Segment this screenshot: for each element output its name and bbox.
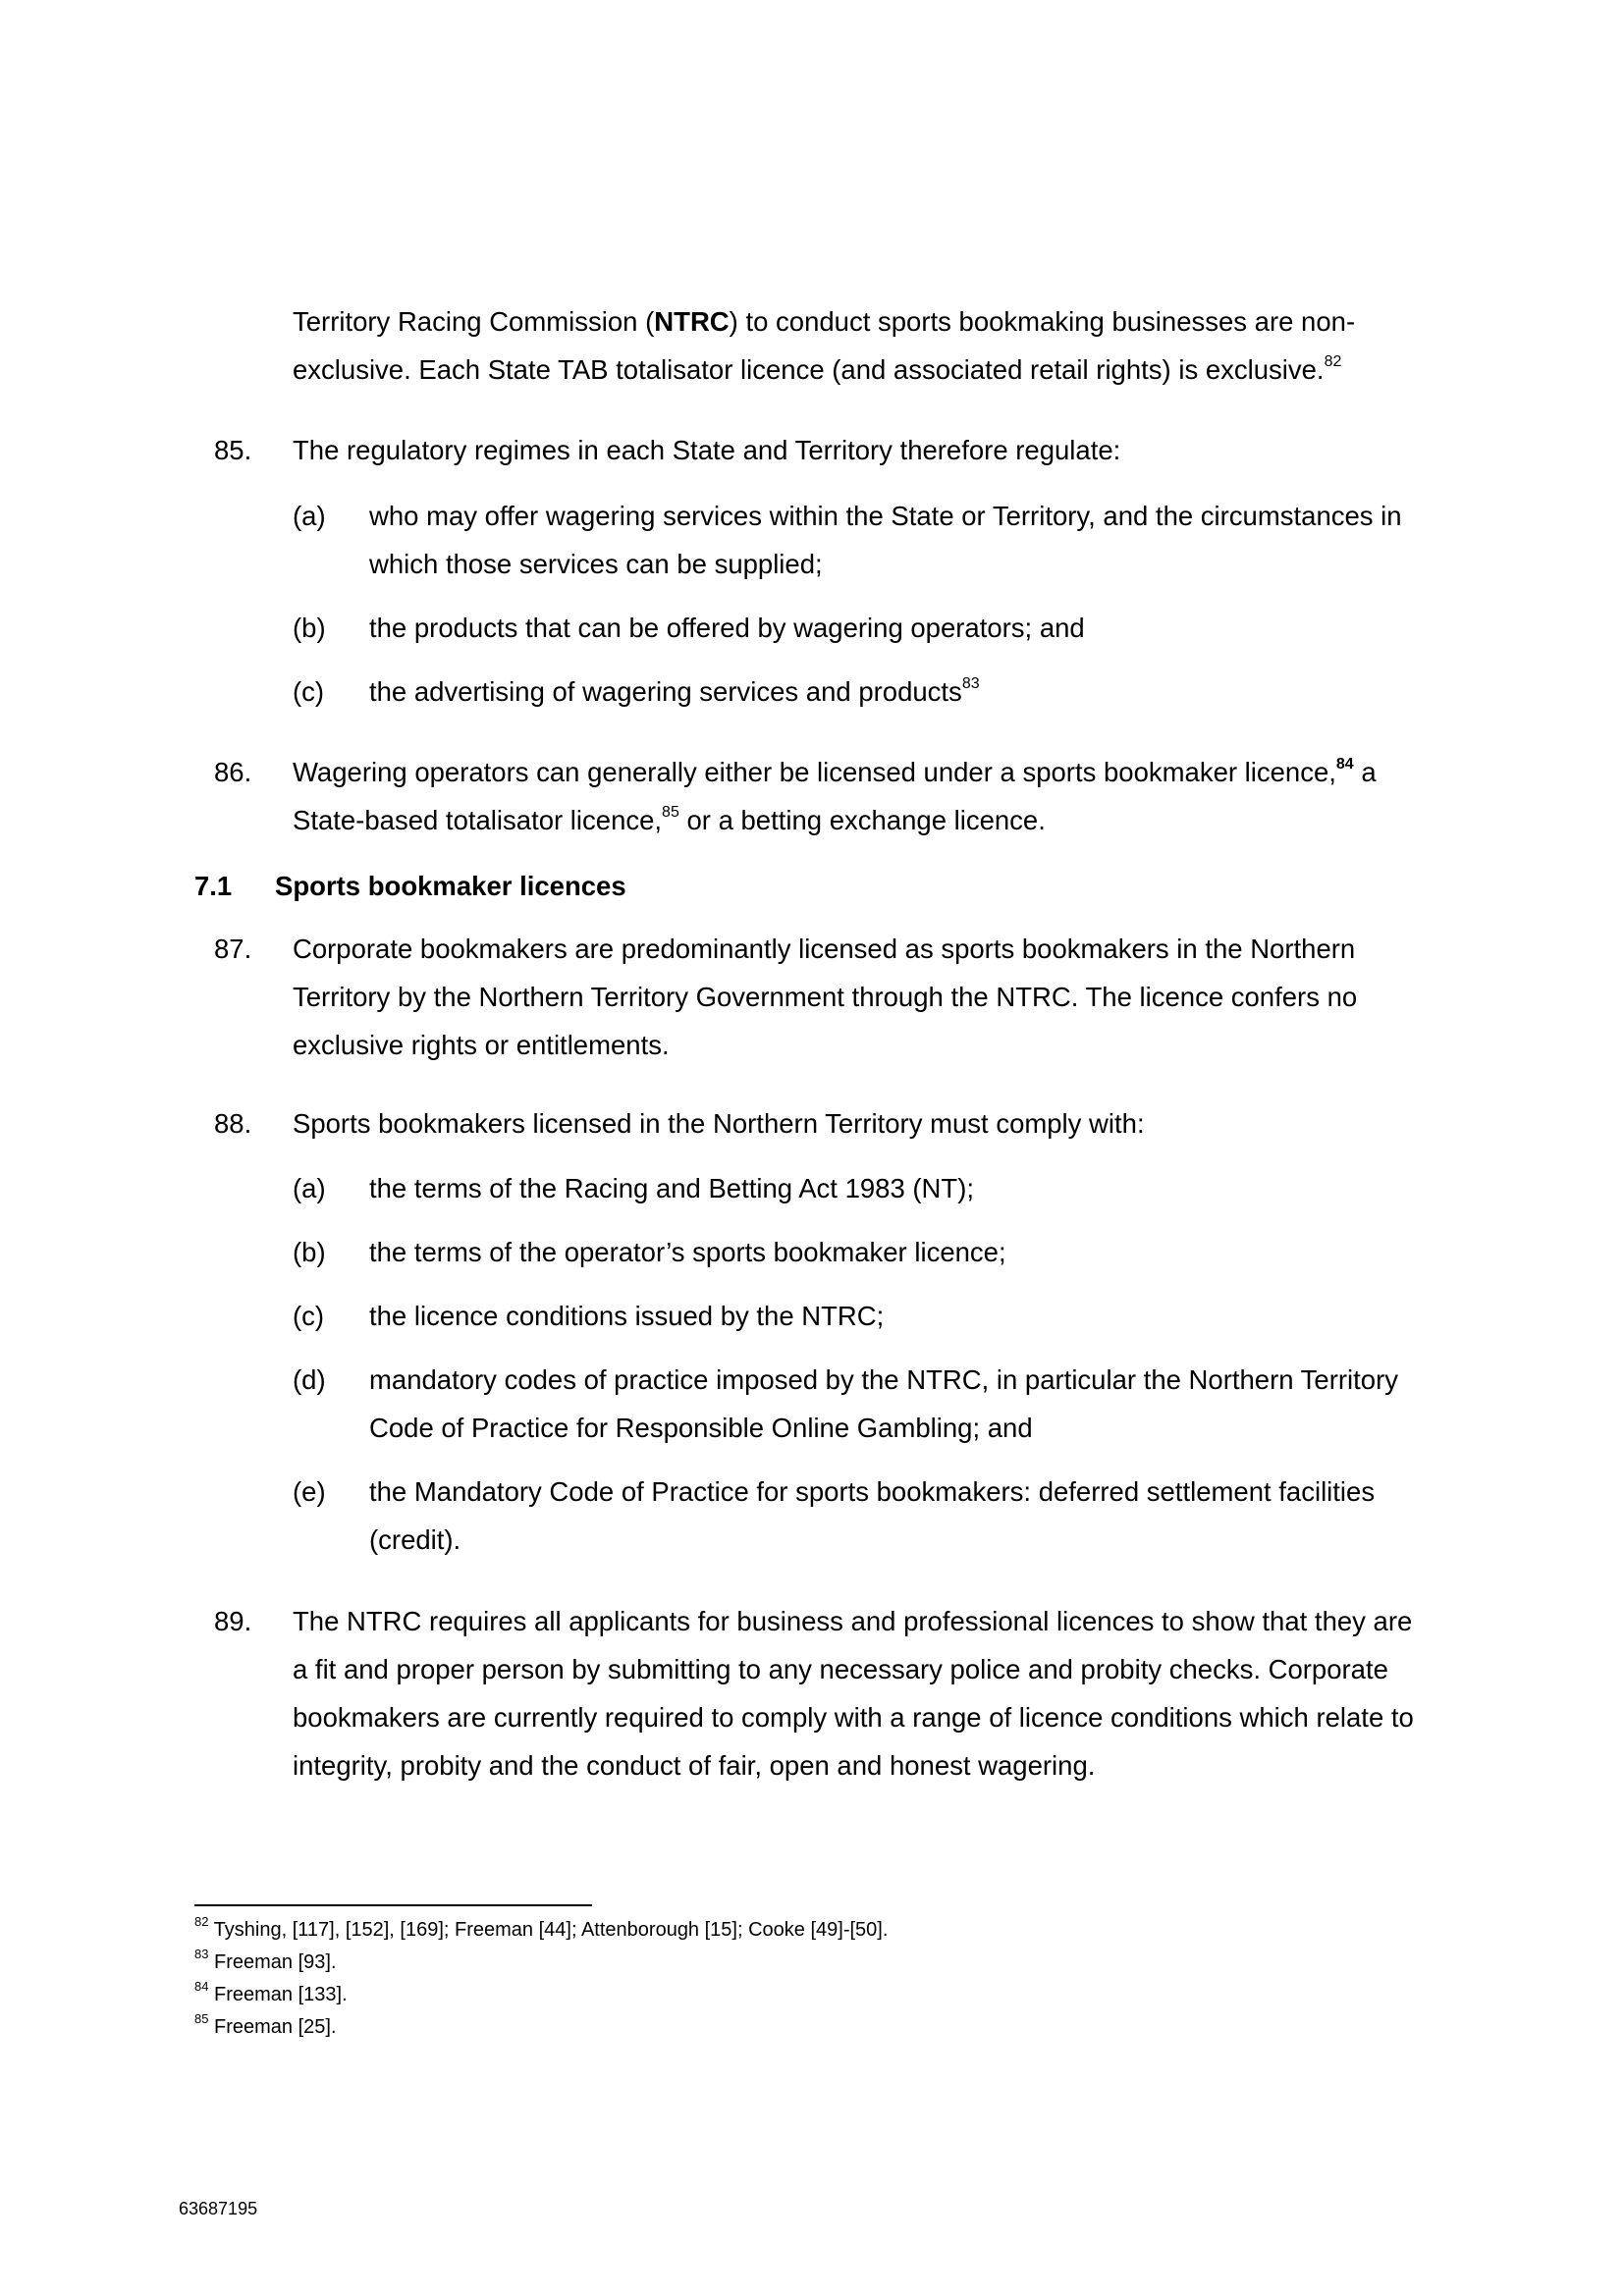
ntrc-abbrev: NTRC <box>654 306 730 337</box>
item-88e: the Mandatory Code of Practice for sports bookmakers: deferred settlement facilities (credit). <box>369 1476 1376 1555</box>
intro-line-1: Territory Racing Commission (NTRC) to conduct sports bookmaking businesses are non- <box>293 306 1356 337</box>
footnote-83: $^{83}$ Freeman [93]. <box>194 1947 337 1973</box>
item-88b: the terms of the operator’s sports bookmaker licence; <box>369 1237 1006 1267</box>
footnote-ref-83[interactable]: 83 <box>961 674 980 692</box>
paragraph-89: The NTRC requires all applicants for business and professional licences to show that they are a fit and proper person by submitting to any necessary police and probity checks. Corporate bookmakers are currently required to comply with a range of licence conditions which relate to integrity, probity and the conduct of fair, open and honest wagering. <box>293 1606 1414 1781</box>
item-88c: the licence conditions issued by the NTRC; <box>369 1301 885 1331</box>
item-85b: the products that can be offered by wagering operators; and <box>369 613 1085 643</box>
item-85a: who may offer wagering services within the State or Territory, and the circumstances in which those services can be supplied; <box>369 501 1402 579</box>
footnote-ref-84[interactable]: 84 <box>1335 755 1354 773</box>
intro-paragraph <box>293 297 1355 394</box>
item-label-85a: (a) <box>293 501 326 531</box>
paragraph-number-85: 85. <box>214 435 252 465</box>
item-85c: the advertising of wagering services and products$^{83}$ <box>369 674 980 707</box>
document-id: 63687195 <box>179 2199 258 2218</box>
item-label-88c: (c) <box>293 1301 325 1331</box>
section-title: Sports bookmaker licences <box>275 871 626 901</box>
paragraph-85: The regulatory regimes in each State and Territory therefore regulate: <box>293 435 1121 465</box>
paragraph-number-87: 87. <box>214 934 252 964</box>
paragraph-number-86: 86. <box>214 757 252 787</box>
footnote-85: $^{85}$ Freeman [25]. <box>194 2011 337 2038</box>
paragraph-86: Wagering operators can generally either be licensed under a sports bookmaker licence,$^{84}$ a State-based totalisator licence,$^{85}$ or a betting exchange licence. <box>293 755 1377 835</box>
item-label-88e: (e) <box>293 1476 326 1507</box>
paragraph-number-88: 88. <box>214 1108 252 1139</box>
footnote-82: $^{82}$ Tyshing, [117], [152], [169]; Freeman [44]; Attenborough [15]; Cooke [49]-[50]. <box>194 1914 889 1941</box>
item-label-85c: (c) <box>293 676 325 707</box>
item-label-88d: (d) <box>293 1364 326 1395</box>
item-88a: the terms of the Racing and Betting Act 1983 (NT); <box>369 1173 975 1203</box>
item-label-85b: (b) <box>293 613 326 643</box>
paragraph-88: Sports bookmakers licensed in the Northern Territory must comply with: <box>293 1108 1145 1139</box>
footnote-ref-85[interactable]: 85 <box>662 803 679 821</box>
item-label-88a: (a) <box>293 1173 326 1203</box>
item-88d: mandatory codes of practice imposed by the NTRC, in particular the Northern Territory Code of Practice for Responsible Online Gambling; and <box>369 1364 1398 1443</box>
paragraph-87: Corporate bookmakers are predominantly licensed as sports bookmakers in the Northern Territory by the Northern Territory Government through the NTRC. The licence confers no exclusive rights or entitlements. <box>293 934 1358 1060</box>
intro-line-2: exclusive. Each State TAB totalisator licence (and associated retail rights) is exclusive.$^{82}$ <box>293 352 1342 385</box>
footnote-ref-82[interactable]: 82 <box>1324 352 1342 370</box>
section-number: 7.1 <box>194 871 233 901</box>
paragraph-number-89: 89. <box>214 1606 252 1636</box>
footnote-separator <box>194 1904 592 1906</box>
footnote-84: $^{84}$ Freeman [133]. <box>194 1979 348 2005</box>
item-label-88b: (b) <box>293 1237 326 1267</box>
